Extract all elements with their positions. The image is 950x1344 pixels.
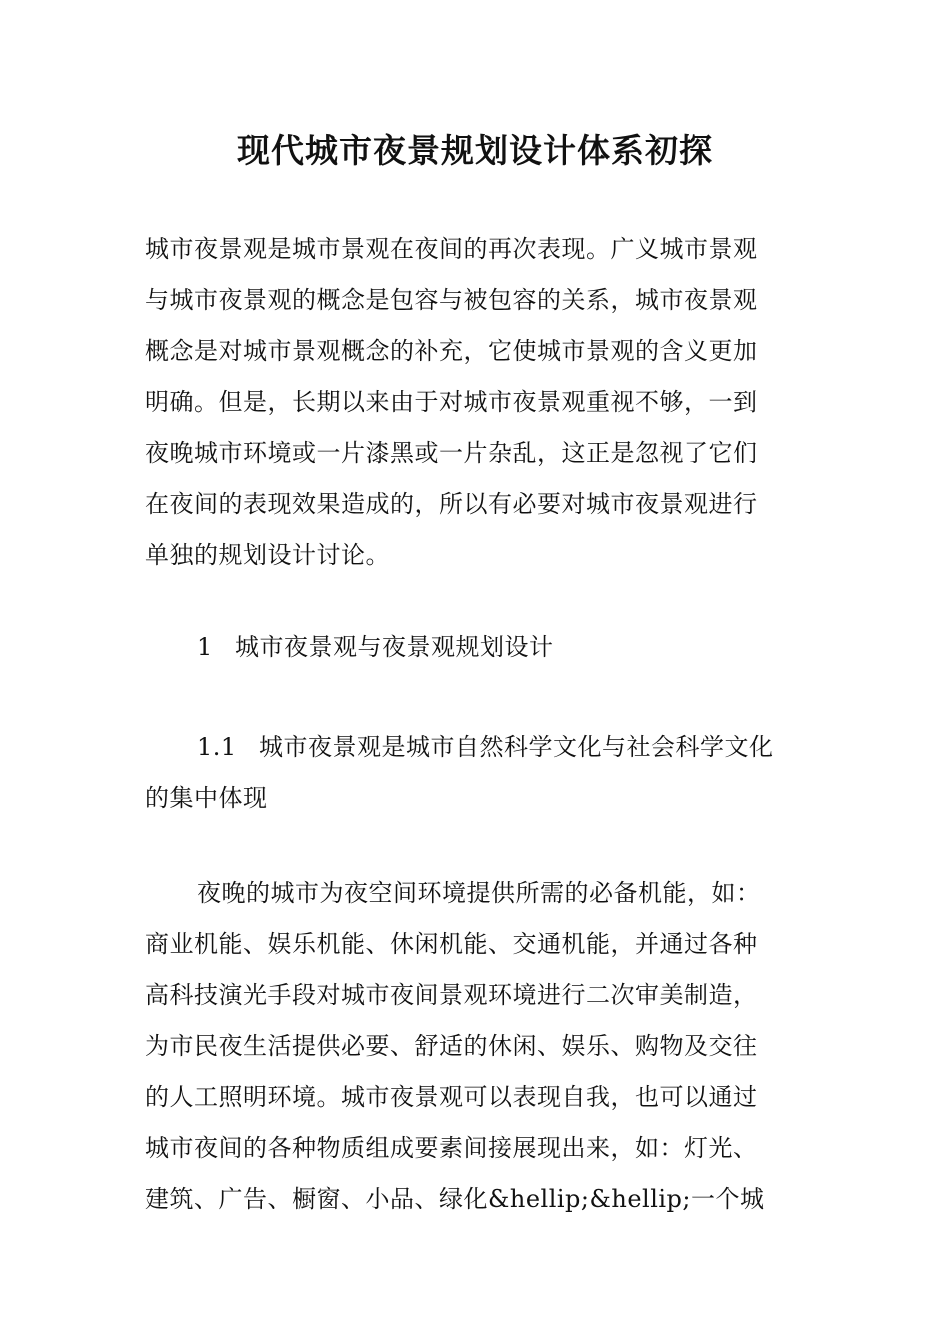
section-number: 1 xyxy=(197,633,213,661)
paragraph-line: 概念是对城市景观概念的补充，它使城市景观的含义更加 xyxy=(145,337,758,365)
paragraph-line: 商业机能、娱乐机能、休闲机能、交通机能，并通过各种 xyxy=(145,930,758,958)
paragraph-line: 城市夜间的各种物质组成要素间接展现出来，如：灯光、 xyxy=(145,1134,758,1162)
section-heading-1 xyxy=(145,622,810,673)
paragraph-line: 建筑、广告、橱窗、小品、绿化&hellip;&hellip;一个城 xyxy=(145,1185,765,1213)
paragraph-line: 的人工照明环境。城市夜景观可以表现自我，也可以通过 xyxy=(145,1083,758,1111)
paragraph-body xyxy=(145,868,810,1225)
section-title: 城市夜景观与夜景观规划设计 xyxy=(235,633,554,661)
section-heading-line: 的集中体现 xyxy=(145,784,268,812)
paragraph-line: 夜晚的城市为夜空间环境提供所需的必备机能，如： xyxy=(197,879,761,907)
paragraph-line: 单独的规划设计讨论。 xyxy=(145,541,390,569)
document-title: 现代城市夜景规划设计体系初探 xyxy=(237,131,713,170)
paragraph-line: 高科技演光手段对城市夜间景观环境进行二次审美制造， xyxy=(145,981,758,1009)
paragraph-line: 与城市夜景观的概念是包容与被包容的关系，城市夜景观 xyxy=(145,286,758,314)
section-heading-line xyxy=(145,622,810,673)
paragraph-line: 在夜间的表现效果造成的，所以有必要对城市夜景观进行 xyxy=(145,490,758,518)
paragraph-intro xyxy=(145,224,810,581)
section-heading-1-1 xyxy=(145,722,810,824)
paragraph-line: 明确。但是，长期以来由于对城市夜景观重视不够，一到 xyxy=(145,388,758,416)
section-title: 城市夜景观是城市自然科学文化与社会科学文化 xyxy=(259,733,774,761)
paragraph-line: 为市民夜生活提供必要、舒适的休闲、娱乐、购物及交往 xyxy=(145,1032,758,1060)
section-heading-line xyxy=(145,722,810,773)
section-number: 1.1 xyxy=(197,733,237,761)
paragraph-line: 夜晚城市环境或一片漆黑或一片杂乱，这正是忽视了它们 xyxy=(145,439,758,467)
paragraph-line: 城市夜景观是城市景观在夜间的再次表现。广义城市景观 xyxy=(145,235,758,263)
